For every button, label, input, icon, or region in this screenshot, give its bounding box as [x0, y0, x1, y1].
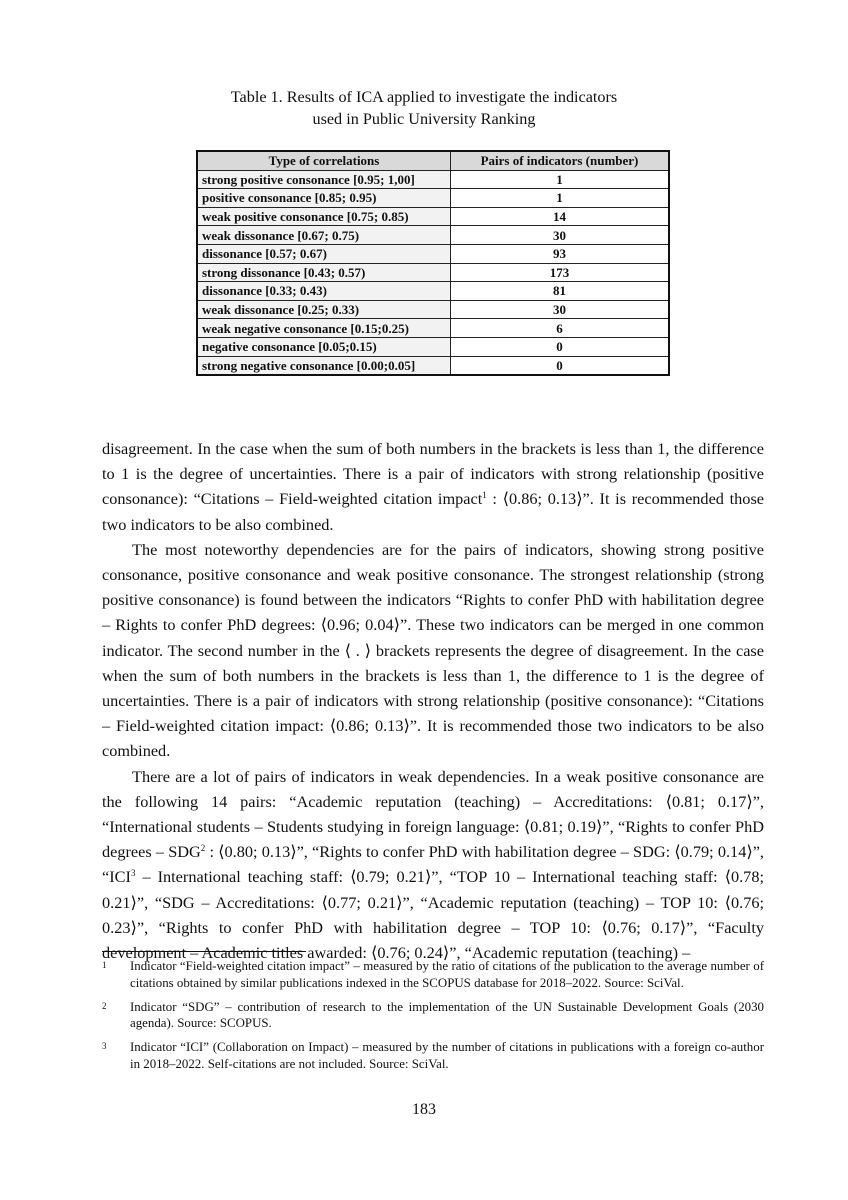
footnote-ref-2[interactable]: 2 [200, 843, 206, 854]
footnote-text: Indicator “ICI” (Collaboration on Impact) – measured by the number of citations in publications with a foreign co-author in 2018–2022. Self-citations are not included. Source: SciVal. [130, 1040, 764, 1071]
page-number: 183 [412, 1101, 436, 1118]
footnote-2 [102, 999, 764, 1033]
results-table [196, 150, 670, 376]
pair-count: 173 [451, 263, 670, 282]
table-row [197, 356, 669, 375]
table-row [197, 337, 669, 356]
table-row [197, 300, 669, 319]
table-row [197, 226, 669, 245]
pair-count: 30 [451, 300, 670, 319]
correlation-type: dissonance [0.57; 0.67) [197, 244, 451, 263]
pair-count: 0 [451, 356, 670, 375]
pair-count: 93 [451, 244, 670, 263]
correlation-type: weak dissonance [0.67; 0.75) [197, 226, 451, 245]
pair-count: 14 [451, 207, 670, 226]
footnote-text: Indicator “Field-weighted citation impact” – measured by the ratio of citations of the publication to the average number of citations obtained by similar publications indexed in the SCOPUS database for 2018–2022. Source: SciVal. [130, 959, 764, 990]
correlation-type: negative consonance [0.05;0.15) [197, 337, 451, 356]
body-text [102, 436, 764, 965]
footnote-1 [102, 958, 764, 992]
table-row [197, 207, 669, 226]
table-row [197, 244, 669, 263]
pair-count: 6 [451, 319, 670, 338]
paragraph-1: disagreement. In the case when the sum of both numbers in the brackets is less than 1, the difference to 1 is the degree of uncertainties. There is a pair of indicators with strong relationship (positive consonance): “Citations – Field-weighted citation impact$^1$ : ⟨0.86; 0.13⟩”. It is recommended those two indicators to be also combined. [102, 439, 765, 534]
correlation-type: dissonance [0.33; 0.43) [197, 282, 451, 301]
correlation-type: strong positive consonance [0.95; 1,00] [197, 170, 451, 189]
paragraph-3: There are a lot of pairs of indicators in weak dependencies. In a weak positive consonance are the following 14 pairs: “Academic reputation (teaching) – Accreditations: ⟨0.81; 0.17⟩”, “International students – Students studying in foreign language: ⟨0.81; 0.19⟩”, “Rights to confer PhD degrees – SDG$^2$ : ⟨0.80; 0.13⟩”, “Rights to confer PhD with habilitation degree – SDG: ⟨0.79; 0.14⟩”, “ICI$^3$ – International teaching staff: ⟨0.79; 0.21⟩”, “TOP 10 – International teaching staff: ⟨0.78; 0.21⟩”, “SDG – Accreditations: ⟨0.77; 0.21⟩”, “Academic reputation (teaching) – TOP 10: ⟨0.76; 0.23⟩”, “Rights to confer PhD with habilitation degree – TOP 10: ⟨0.76; 0.17⟩”, “Faculty development – Academic titles awarded: ⟨0.76; 0.24⟩”, “Academic reputation (teaching) – [102, 766, 764, 963]
footnote-text: Indicator “SDG” – contribution of research to the implementation of the UN Sustainable Development Goals (2030 agenda). Source: SCOPUS. [130, 999, 764, 1031]
pair-count: 81 [451, 282, 670, 301]
pair-count: 0 [451, 337, 670, 356]
header-type-of-correlations: Type of correlations [197, 151, 451, 170]
table-header-row [197, 151, 669, 170]
correlation-type: positive consonance [0.85; 0.95) [197, 189, 451, 208]
table-caption-line-1: Table 1. Results of ICA applied to investigate the indicators [230, 88, 618, 106]
table-row [197, 319, 669, 338]
footnotes [102, 958, 764, 1080]
table-caption [150, 86, 698, 130]
correlation-type: weak negative consonance [0.15;0.25) [197, 319, 451, 338]
footnote-number: 3 [102, 1041, 107, 1052]
footnote-separator [102, 951, 306, 952]
paragraph-2: The most noteworthy dependencies are for the pairs of indicators, showing strong positive consonance, positive consonance and weak positive consonance. The strongest relationship (strong positive consonance) is found between the indicators “Rights to confer PhD with habilitation degree – Rights to confer PhD degrees: ⟨0.96; 0.04⟩”. These two indicators can be merged in one common indicator. The second number in the ⟨ . ⟩ brackets represents the degree of disagreement. In the case when the sum of both numbers in the brackets is less than 1, the difference to 1 is the degree of uncertainties. There is a pair of indicators with strong relationship (positive consonance): “Citations – Field-weighted citation impact: ⟨0.86; 0.13⟩”. It is recommended those two indicators to be also combined. [102, 539, 764, 761]
footnote-number: 1 [102, 960, 107, 970]
table-row [197, 282, 669, 301]
table-row [197, 170, 669, 189]
correlation-type: strong dissonance [0.43; 0.57) [197, 263, 451, 282]
header-pairs-of-indicators: Pairs of indicators (number) [451, 151, 670, 170]
pair-count: 1 [451, 170, 670, 189]
pair-count: 1 [451, 189, 670, 208]
table-row [197, 263, 669, 282]
correlation-type: strong negative consonance [0.00;0.05] [197, 356, 451, 375]
table-row [197, 189, 669, 208]
footnote-number: 2 [102, 1000, 107, 1011]
pair-count: 30 [451, 226, 670, 245]
footnote-ref-3[interactable]: 3 [130, 868, 136, 879]
correlation-type: weak positive consonance [0.75; 0.85) [197, 207, 451, 226]
table-caption-line-2: used in Public University Ranking [312, 110, 536, 128]
footnote-3 [102, 1039, 764, 1073]
footnote-ref-1[interactable]: 1 [482, 490, 487, 501]
correlation-type: weak dissonance [0.25; 0.33) [197, 300, 451, 319]
